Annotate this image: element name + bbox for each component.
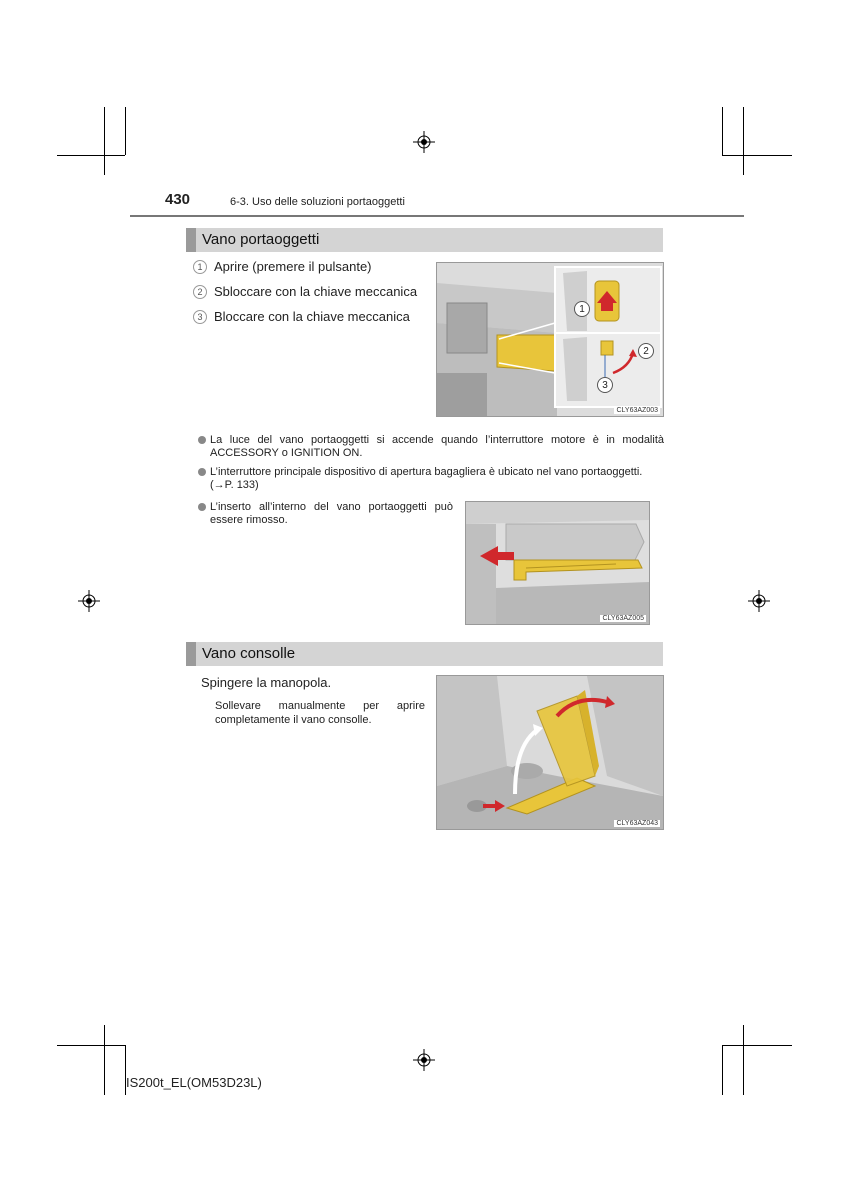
crop-mark <box>57 1045 125 1046</box>
section-heading-bar <box>186 228 663 252</box>
note-item <box>198 466 664 492</box>
crop-mark <box>743 1025 744 1095</box>
step-number: 3 <box>193 310 207 324</box>
glove-box-figure <box>436 262 664 417</box>
step-number: 1 <box>193 260 207 274</box>
console-box-illustration <box>437 676 663 829</box>
bullet-icon <box>198 503 206 511</box>
registration-mark-icon <box>413 131 435 153</box>
step-item <box>193 284 417 299</box>
section-title: Vano portaoggetti <box>202 231 320 248</box>
step-item <box>193 309 410 324</box>
figure-code: CLY63AZ043 <box>616 820 658 827</box>
glove-box-insert-figure <box>465 501 650 625</box>
step-text: Aprire (premere il pulsante) <box>214 259 372 274</box>
step-text: Sbloccare con la chiave meccanica <box>214 284 418 299</box>
crop-mark <box>722 107 723 155</box>
callout-number: 1 <box>574 301 590 317</box>
section-title: Vano consolle <box>202 645 296 662</box>
figure-code: CLY63AZ003 <box>616 407 658 414</box>
note-text: La luce del vano portaoggetti si accende quando l’interruttore motore è in modalità ACCESSORY o IGNITION ON. <box>210 434 664 459</box>
note-item <box>198 434 664 460</box>
step-number: 2 <box>193 285 207 299</box>
figure-code: CLY63AZ005 <box>602 615 644 622</box>
crop-mark <box>722 155 792 156</box>
bullet-icon <box>198 468 206 476</box>
glove-box-insert-illustration <box>466 502 649 624</box>
sub-instruction-text: Sollevare manualmente per aprire completamente il vano consolle. <box>215 700 425 726</box>
header-divider <box>130 215 744 217</box>
registration-mark-icon <box>413 1049 435 1071</box>
crop-mark <box>125 107 126 155</box>
callout-number: 3 <box>597 377 613 393</box>
crop-mark <box>57 155 125 156</box>
note-text: L’interruttore principale dispositivo di apertura bagagliera è ubicato nel vano portaoggetti. (→P. 133) <box>210 466 643 491</box>
section-heading-bar <box>186 642 663 666</box>
callout-number: 2 <box>638 343 654 359</box>
instruction-text: Spingere la manopola. <box>201 675 332 690</box>
console-box-figure <box>436 675 664 830</box>
step-text: Bloccare con la chiave meccanica <box>214 309 410 324</box>
crop-mark <box>722 1045 792 1046</box>
footer-code: IS200t_EL(OM53D23L) <box>126 1075 262 1090</box>
section-path: 6-3. Uso delle soluzioni portaoggetti <box>230 196 405 208</box>
note-text: L’inserto all’interno del vano portaoggetti può essere rimosso. <box>210 501 453 526</box>
bullet-icon <box>198 436 206 444</box>
glove-box-illustration <box>437 263 663 416</box>
crop-mark <box>743 107 744 175</box>
crop-mark <box>104 155 105 175</box>
registration-mark-icon <box>78 590 100 612</box>
registration-mark-icon <box>748 590 770 612</box>
crop-mark <box>722 1045 723 1095</box>
step-item <box>193 259 372 274</box>
page-number: 430 <box>165 191 191 208</box>
note-item <box>198 501 453 527</box>
crop-mark <box>104 107 105 155</box>
crop-mark <box>104 1025 105 1095</box>
